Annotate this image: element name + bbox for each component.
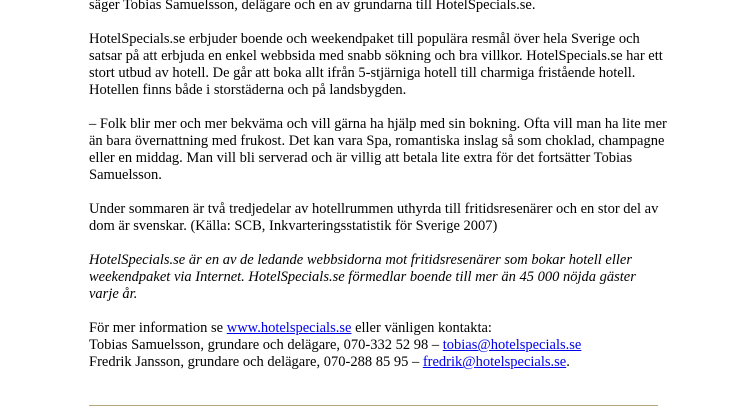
document-body [89, 0, 669, 371]
email-link-tobias[interactable]: tobias@hotelspecials.se [442, 337, 582, 353]
paragraph-quote: – Folk blir mer och mer bekväma och vill gärna ha hjälp med sin bokning. Ofta vill man ha lite mer än bara övernattning med frukost. Det kan vara Spa, romantiska inslag så som choklad, champagne eller en middag. Man vill bli serverad och är villig att betala lite extra för det fortsätter Tobias Samuelsson. [89, 116, 667, 183]
contact-end: . [566, 354, 570, 370]
contact-suffix: eller vänligen kontakta: [351, 320, 492, 336]
contact-person-fredrik: Fredrik Jansson, grundare och delägare, 070-288 85 95 – [89, 354, 423, 370]
paragraph-offerings: HotelSpecials.se erbjuder boende och weekendpaket till populära resmål över hela Sverige och satsar på att erbjuda en enkel webbsida med snabb sökning och bra villkor. HotelSpecials.se har ett stort utbud av hotell. De går att boka allt ifrån 5-stjärniga hotell till charmiga fristående hotell. Hotellen finns både i storstäderna och på landsbygden. [89, 31, 663, 98]
intro-line: säger Tobias Samuelsson, delägare och en av grundarna till HotelSpecials.se. [89, 0, 536, 13]
email-link-fredrik[interactable]: fredrik@hotelspecials.se [422, 354, 567, 370]
paragraph-company-description: HotelSpecials.se är en av de ledande webbsidorna mot fritidsresenärer som bokar hotell eller weekendpaket via Internet. HotelSpecials.se förmedlar boende till mer än 45 000 nöjda gäster varje år. [89, 252, 636, 302]
paragraph-statistics: Under sommaren är två tredjedelar av hotellrummen uthyrda till fritidsresenärer och en stor del av dom är svenskar. (Källa: SCB, Inkvarteringsstatistik för Sverige 2007) [89, 201, 659, 234]
contact-block [89, 320, 669, 371]
contact-person-tobias: Tobias Samuelsson, grundare och delägare, 070-332 52 98 – [89, 337, 443, 353]
website-link[interactable]: www.hotelspecials.se [226, 320, 352, 336]
footer-divider [89, 405, 658, 406]
contact-prefix: För mer information se [89, 320, 227, 336]
